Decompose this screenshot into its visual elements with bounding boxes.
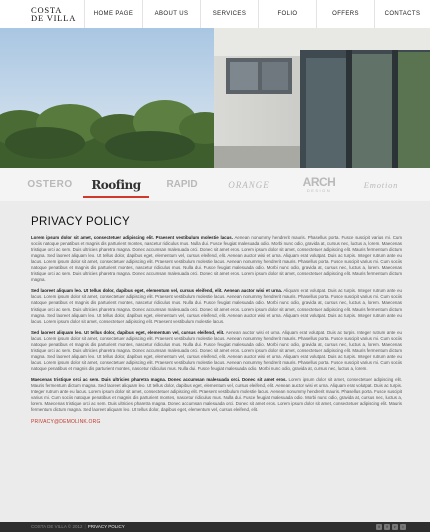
paragraph-body: Aenean nonummy hendrerit mauris. Phasellus porta. Fusce suscipit varius mi. Cum sociis natoque penatibus et magnis dis parturient montes, nascetur ridiculus mus. Nulla dui. Fusce feugiat malesuada odio. Morbi nunc odio, gravida at, cursus nec, luctus a, lorem. Maecenas tristique orci ac sem. Duis ultricies pharetra magna. Donec accumsan malesuada orci. Donec sit amet eros. Lorem ipsum dolor sit amet, consectetuer adipiscing elit. Mauris fermentum dictum magna. Sed laoreet aliquam leo. Ut tellus dolor, dapibus eget, elementum vel, cursus eleifend, elit. Aenean auctor wisi et urna. Aliquam erat volutpat. Duis ac turpis. Integer rutrum ante eu lacus. Lorem ipsum dolor sit amet, consectetuer adipiscing elit. Praesent vestibulum molestie lacus. Aenean nonummy hendrerit mauris. Phasellus porta. Fusce suscipit varius mi. Cum sociis natoque penatibus et magnis dis parturient montes, nascetur ridiculus mus. Nulla dui. Fusce feugiat malesuada odio. Morbi nunc odio, gravida at, cursus nec, luctus a, lorem. Maecenas tristique orci ac sem. Duis ultricies pharetra magna. Donec accumsan malesuada orci. Donec sit amet eros. Lorem ipsum dolor sit amet, consectetuer adipiscing elit. Mauris fermentum dictum magna. <box>31 235 402 283</box>
hero-image <box>0 28 430 168</box>
nav-item-offers[interactable]: OFFERS <box>316 0 374 28</box>
page-title: PRIVACY POLICY <box>31 216 131 228</box>
policy-paragraph <box>31 288 402 324</box>
site-logo[interactable] <box>31 6 76 22</box>
policy-paragraph <box>31 330 402 372</box>
paragraph-lead: Maecenas tristique orci ac sem. Duis ultricies pharetra magna. Donec accumsan malesuada orci. Donec sit amet eros. <box>31 376 287 382</box>
social-icons <box>376 524 406 530</box>
brand-logo-orange[interactable]: ORANGE <box>228 179 270 190</box>
paragraph-body: Lorem ipsum dolor sit amet, consectetuer adipiscing elit. Mauris fermentum dictum magna. Sed laoreet aliquam leo. Ut tellus dolor, dapibus eget, elementum vel, cursus eleifend, elit. Aenean auctor wisi et urna. Aliquam erat volutpat. Duis ac turpis. Integer rutrum ante eu lacus. Lorem ipsum dolor sit amet, consectetuer adipiscing elit. Praesent vestibulum molestie lacus. Aenean nonummy hendrerit mauris. Phasellus porta. Fusce suscipit varius mi. Cum sociis natoque penatibus et magnis dis parturient montes, nascetur ridiculus mus. Nulla dui. Fusce feugiat malesuada odio. Morbi nunc odio, gravida at, cursus nec, luctus a, lorem. Maecenas tristique orci ac sem. Duis ultricies pharetra magna. Donec accumsan malesuada orci. Donec sit amet eros. Lorem ipsum dolor sit amet, consectetuer adipiscing elit. Mauris fermentum dictum magna. Sed laoreet aliquam leo. Ut tellus dolor, dapibus eget, elementum vel, cursus eleifend, elit. <box>31 376 402 413</box>
footer-copyright <box>31 523 125 531</box>
brand-strip <box>0 168 430 202</box>
copyright-text: COSTA DE VILLA © 2012 <box>31 524 83 529</box>
active-brand-underline <box>83 196 149 198</box>
paragraph-body: Aenean auctor wisi et urna. Aliquam erat volutpat. Duis ac turpis. Integer rutrum ante eu lacus. Lorem ipsum dolor sit amet, consectetuer adipiscing elit. Praesent vestibulum molestie lacus. Aenean nonummy hendrerit mauris. Phasellus porta. Fusce suscipit varius mi. Cum sociis natoque penatibus et magnis dis parturient montes, nascetur ridiculus mus. Nulla dui. Fusce feugiat malesuada odio. Morbi nunc odio, gravida at, cursus nec, luctus a, lorem. Maecenas tristique orci ac sem. Duis ultricies pharetra magna. Donec accumsan malesuada orci. Donec sit amet eros. Lorem ipsum dolor sit amet, consectetuer adipiscing elit. Mauris fermentum dictum magna. Sed laoreet aliquam leo. Ut tellus dolor, dapibus eget, elementum vel, cursus eleifend, elit. Aenean auctor wisi et urna. Aliquam erat volutpat. Duis ac turpis. Integer rutrum ante eu lacus. Lorem ipsum dolor sit amet, consectetuer adipiscing elit. Praesent vestibulum molestie lacus. Aenean nonummy hendrerit mauris. Phasellus porta. Fusce suscipit varius mi. Cum sociis natoque penatibus et magnis dis parturient montes, nascetur ridiculus mus. Nulla dui. Fusce feugiat malesuada odio. Morbi nunc odio, gravida at, cursus nec, luctus a, lorem. <box>31 329 402 371</box>
rss-icon[interactable]: r <box>392 524 398 530</box>
site-header <box>0 0 430 28</box>
brand-arch-sub: DESIGN <box>306 187 332 193</box>
nav-item-services[interactable]: SERVICES <box>200 0 258 28</box>
paragraph-body: Aliquam erat volutpat. Duis ac turpis. Integer rutrum ante eu lacus. Lorem ipsum dolor sit amet, consectetuer adipiscing elit. Praesent vestibulum molestie lacus. Aenean nonummy hendrerit mauris. Phasellus porta. Fusce suscipit varius mi. Cum sociis natoque penatibus et magnis dis parturient montes, nascetur ridiculus mus. Nulla dui. Fusce feugiat malesuada odio. Morbi nunc odio, gravida at, cursus nec, luctus a, lorem. Maecenas tristique orci ac sem. Duis ultricies pharetra magna. Donec accumsan malesuada orci. Donec sit amet eros. Lorem ipsum dolor sit amet, consectetuer adipiscing elit. Mauris fermentum dictum magna. Sed laoreet aliquam leo. Ut tellus dolor, dapibus eget, elementum vel, cursus eleifend, elit. Aenean auctor wisi et urna. Aliquam erat volutpat. Duis ac turpis. Integer rutrum ante eu lacus. Lorem ipsum dolor sit amet, consectetuer adipiscing elit. Praesent vestibulum molestie lacus. <box>31 288 402 324</box>
paragraph-lead: Sed laoreet aliquam leo. Ut tellus dolor, dapibus eget, elementum vel, cursus eleifend, elit. <box>31 329 225 335</box>
brand-logo-ostero[interactable]: OSTERO <box>27 179 73 190</box>
policy-text <box>31 235 402 425</box>
privacy-email-link[interactable]: PRIVACY@DEMOLINK.ORG <box>31 419 101 426</box>
hero-building-illustration <box>0 28 430 168</box>
brand-arch-title: ARCH <box>302 174 336 189</box>
nav-item-contacts[interactable]: CONTACTS <box>374 0 430 28</box>
brand-logo-emotion[interactable]: Emotion <box>363 179 399 190</box>
brand-logo-roofing[interactable]: Roofing <box>91 177 141 192</box>
twitter-icon[interactable]: t <box>376 524 382 530</box>
paragraph-lead: Sed laoreet aliquam leo. Ut tellus dolor, dapibus eget, elementum vel, cursus eleifend, elit. Aenean auctor wisi et urna. <box>31 288 283 294</box>
nav-item-about[interactable]: ABOUT US <box>142 0 200 28</box>
footer-privacy-link[interactable]: PRIVACY POLICY <box>87 524 125 529</box>
logo-line-2: DE VILLA <box>31 13 77 23</box>
main-nav <box>84 0 430 28</box>
policy-paragraph <box>31 235 402 283</box>
footer-separator: | <box>84 524 86 529</box>
main-content <box>0 201 430 522</box>
policy-paragraph <box>31 377 402 413</box>
facebook-icon[interactable]: f <box>384 524 390 530</box>
nav-item-folio[interactable]: FOLIO <box>258 0 316 28</box>
logo-line-1: COSTA <box>31 5 63 15</box>
brand-logo-arch[interactable] <box>294 168 344 201</box>
brand-logo-rapid[interactable]: RAPID <box>166 179 198 190</box>
paragraph-lead: Lorem ipsum dolor sit amet, consectetuer adipiscing elit. Praesent vestibulum molestie lacus. <box>31 235 233 240</box>
site-footer <box>0 522 430 532</box>
flickr-icon[interactable]: • <box>400 524 406 530</box>
nav-item-home[interactable]: HOME PAGE <box>84 0 142 28</box>
